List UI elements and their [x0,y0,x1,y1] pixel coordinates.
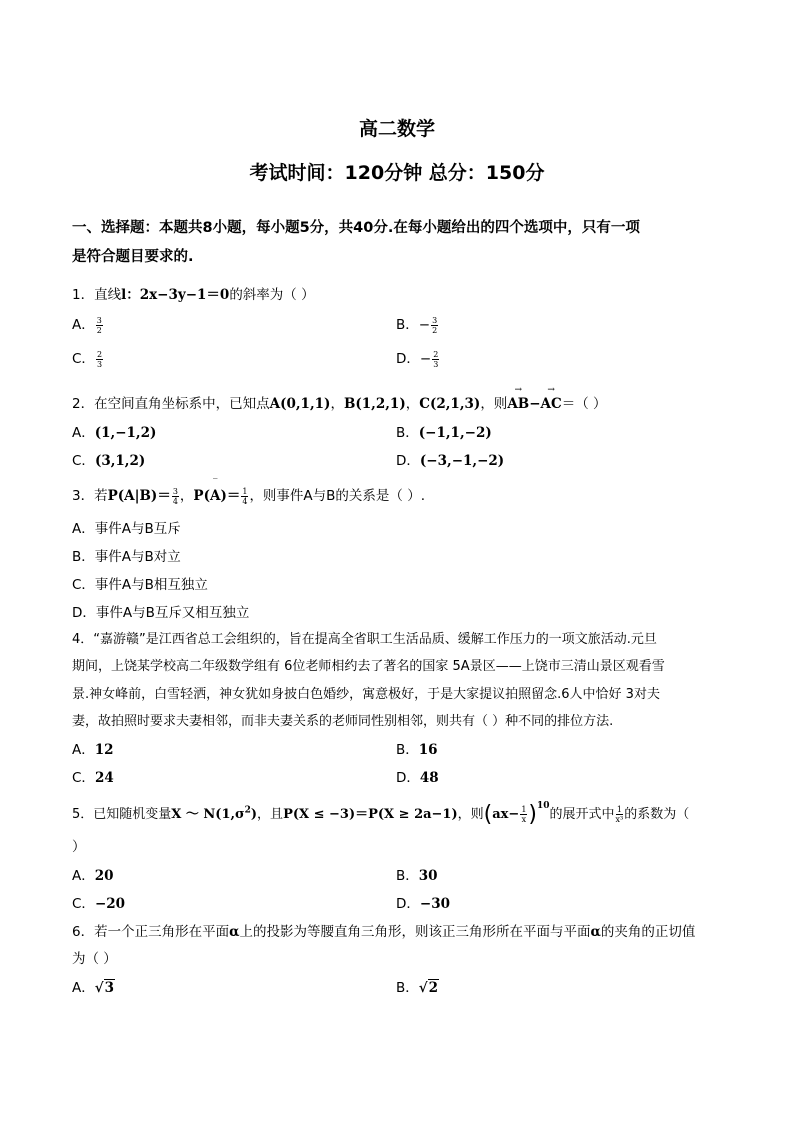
question-3: 3．若P(A|B)＝ $\frac{3}{4}$ ，P(‾ A)＝ $\frac{1}{4}$ ，则事件A与B的关系是（ ）. [72,484,425,506]
q6-option-a: A．√3 [72,980,115,996]
q5-option-b: B．30 [396,868,438,884]
question-5: 5．已知随机变量X ～ $N(1,\sigma^2)$，且P(X ≤ −3)＝P(X ≥ 2a−1)，则(ax− $\frac{1}{x}$ )$^{10}$的展开式中 $\frac{1}{\text{x³}}$ 的系数为（ [72,801,690,827]
q2-option-c: C．(3,1,2) [72,453,146,469]
q4-line3: 景.神女峰前，白雪轻洒，神女犹如身披白色婚纱，寓意极好，于是大家提议拍照留念.6人中恰好 3对夫 [72,687,660,702]
exam-info: 考试时间：120分钟 总分：150分 [249,162,545,184]
q3-option-a: A．事件A与B互斥 [72,521,181,537]
vector-ac: → AC [541,396,562,412]
q6-line2: 为（ ） [72,951,117,967]
vector-ab: → AB [507,396,529,412]
q4-option-b: B．16 [396,742,438,758]
q2-option-b: B．(−1,1,−2) [396,425,492,441]
question-2: 2．在空间直角坐标系中，已知点A(0,1,1)，B(1,2,1)，C(2,1,3)，则→ AB−→ AC＝（ ） [72,392,607,412]
q2-option-d: D．(−3,−1,−2) [396,453,505,469]
q5-option-c: C．−20 [72,896,126,912]
q3-option-c: C．事件A与B相互独立 [72,577,208,593]
q1-pre: 1．直线 [72,287,122,303]
q1-math: l：2x−3y−1＝0 [121,287,230,303]
question-6: 6．若一个正三角形在平面α上的投影为等腰直角三角形，则该正三角形所在平面与平面α的夹角的正切值 [72,924,696,940]
q4-line2: 期间，上饶某学校高二年级数学组有 6位老师相约去了著名的国家 5A景区——上饶市三清山景区观看雪 [72,659,665,674]
q5-option-a: A．20 [72,868,114,884]
q1-option-c: C． $\frac{2}{3}$ [72,349,103,369]
q4-line1: 4．“嘉游赣”是江西省总工会组织的，旨在提高全省职工生活品质、缓解工作压力的一项文旅活动.元旦 [72,632,657,647]
q1-option-d: D．− $\frac{2}{3}$ [396,349,439,369]
q4-option-a: A．12 [72,742,114,758]
q3-option-b: B．事件A与B对立 [72,549,181,565]
q1-post: 的斜率为（ ） [229,287,315,303]
q6-option-b: B．√2 [396,980,439,996]
complement-a: ‾ A [210,488,220,504]
q3-option-d: D．事件A与B互斥又相互独立 [72,605,250,621]
q1-option-a: A． $\frac{3}{2}$ [72,315,102,335]
page-title: 高二数学 [358,118,435,140]
section-heading-line2: 是符合题目要求的. [72,249,194,265]
q1-option-b: B．− $\frac{3}{2}$ [396,315,438,335]
section-heading-line1: 一、选择题：本题共8小题，每小题5分，共40分.在每小题给出的四个选项中，只有一项 [72,220,640,236]
q2-option-a: A．(1,−1,2) [72,425,157,441]
q4-option-c: C．24 [72,770,114,786]
q4-option-d: D．48 [396,770,439,786]
question-1 [72,283,315,303]
q4-line4: 妻，故拍照时要求夫妻相邻，而非夫妻关系的老师同性别相邻，则共有（ ）种不同的排位方法. [72,714,614,729]
q5-line2: ） [72,839,86,855]
q5-option-d: D．−30 [396,896,451,912]
